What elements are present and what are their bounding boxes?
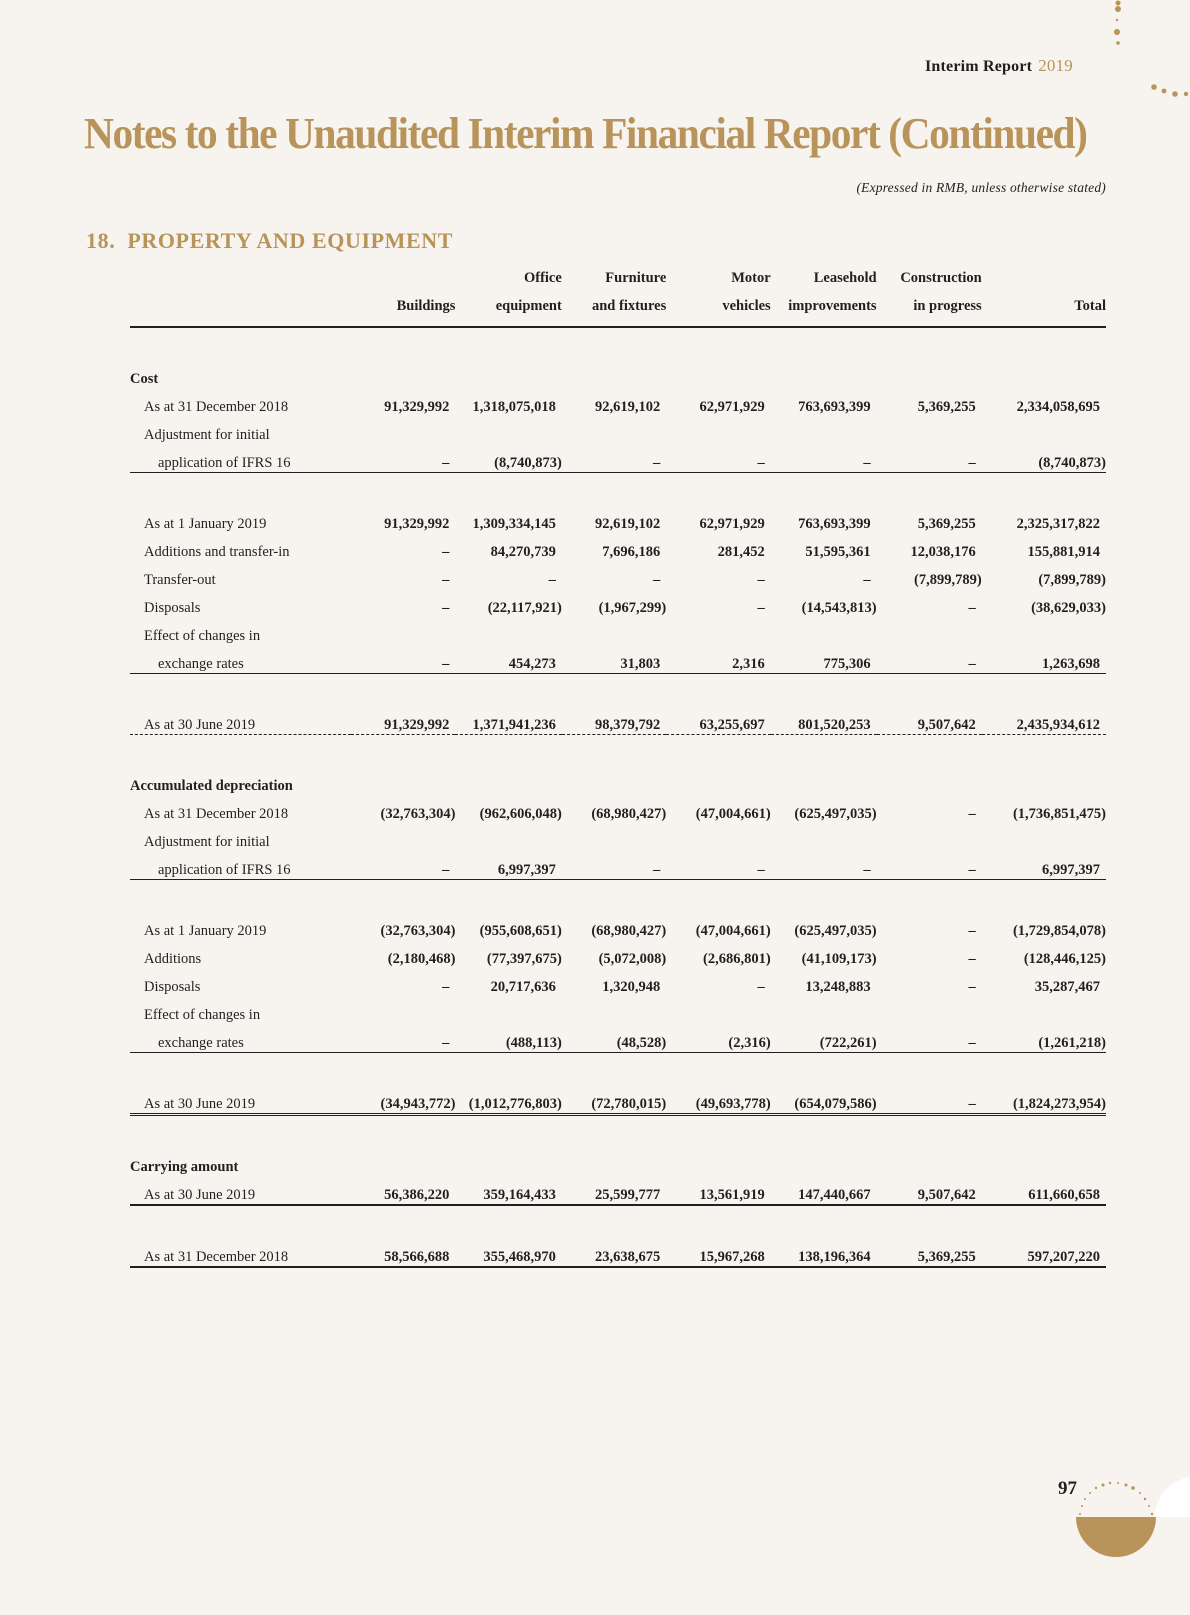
- cell: (722,261): [771, 1024, 877, 1053]
- cell: 31,803: [562, 645, 666, 674]
- cell: 98,379,792: [562, 706, 666, 735]
- cell: (14,543,813): [801, 600, 877, 616]
- cell: 25,599,777: [562, 1176, 666, 1205]
- cell: 58,566,688: [351, 1238, 455, 1267]
- cell: (68,980,427): [591, 923, 667, 939]
- table-row: [130, 645, 1106, 674]
- cell: 51,595,361: [805, 544, 871, 560]
- col-header-line1: Furniture: [605, 270, 667, 286]
- row-label: As at 30 June 2019: [130, 706, 351, 735]
- row-label: application of IFRS 16: [130, 444, 351, 473]
- row-label: As at 1 January 2019: [144, 516, 267, 532]
- col-header-office-equipment: equipment: [455, 292, 561, 327]
- cell: 15,967,268: [666, 1238, 770, 1267]
- cell: 13,248,883: [805, 979, 871, 995]
- cell: 91,329,992: [351, 706, 455, 735]
- cell: (1,729,854,078): [1012, 923, 1106, 939]
- cell: 13,561,919: [666, 1176, 770, 1205]
- table-row: [130, 444, 1106, 473]
- cell: 1,371,941,236: [455, 706, 561, 735]
- cell: 9,507,642: [877, 706, 982, 735]
- cell: (38,629,033): [1031, 600, 1106, 616]
- cell: (32,763,304): [380, 806, 456, 822]
- cell: (5,072,008): [598, 951, 667, 967]
- row-label: Adjustment for initial: [144, 834, 270, 850]
- cell: 92,619,102: [595, 516, 661, 532]
- cost-heading: Cost: [130, 371, 159, 387]
- cell: –: [771, 444, 877, 473]
- cell: –: [562, 851, 666, 880]
- cell: 91,329,992: [384, 516, 450, 532]
- report-header: [925, 56, 1073, 76]
- row-label: As at 1 January 2019: [144, 923, 267, 939]
- cell: 1,318,075,018: [472, 399, 556, 415]
- cell: –: [351, 1024, 455, 1053]
- cell: 1,309,334,145: [472, 516, 556, 532]
- cell: 454,273: [455, 645, 561, 674]
- col-header-construction: in progress: [877, 292, 982, 327]
- cell: –: [877, 444, 982, 473]
- header-row-2: [130, 292, 1106, 327]
- row-label: Effect of changes in: [144, 1007, 261, 1023]
- cell: –: [442, 600, 450, 616]
- cell: 12,038,176: [910, 544, 976, 560]
- table-row: [130, 823, 1106, 851]
- total-row: [130, 1176, 1106, 1205]
- cell: –: [968, 600, 976, 616]
- cell: 359,164,433: [455, 1176, 561, 1205]
- row-label: Additions: [144, 951, 202, 967]
- cell: (2,316): [666, 1024, 770, 1053]
- report-year: 2019: [1038, 56, 1073, 75]
- table-row: [130, 851, 1106, 880]
- total-row: [130, 1238, 1106, 1267]
- section-title: PROPERTY AND EQUIPMENT: [127, 228, 454, 253]
- cell: –: [562, 444, 666, 473]
- cell: (47,004,661): [695, 923, 771, 939]
- cell: 62,971,929: [699, 399, 765, 415]
- table-row: [130, 795, 1106, 823]
- cell: 801,520,253: [771, 706, 877, 735]
- cell: (68,980,427): [591, 806, 667, 822]
- cell: 2,316: [666, 645, 770, 674]
- cell: –: [968, 806, 976, 822]
- cell: –: [877, 1085, 982, 1115]
- cell: (1,012,776,803): [455, 1085, 561, 1115]
- cell: (7,899,789): [914, 572, 982, 588]
- table-row: [130, 912, 1106, 940]
- col-header-buildings: Buildings: [351, 292, 455, 327]
- col-header-total: Total: [982, 292, 1106, 327]
- row-label: Adjustment for initial: [144, 427, 270, 443]
- row-label: Additions and transfer-in: [144, 544, 290, 560]
- cell: –: [863, 572, 871, 588]
- section-number: 18.: [86, 228, 116, 253]
- cell: –: [877, 645, 982, 674]
- cell: 56,386,220: [351, 1176, 455, 1205]
- col-header-furniture: and fixtures: [562, 292, 666, 327]
- cell: –: [771, 851, 877, 880]
- row-label: Transfer-out: [144, 572, 216, 588]
- cell: 5,369,255: [877, 1238, 982, 1267]
- col-header-line1: [982, 264, 1106, 292]
- col-header-line1: Construction: [900, 270, 982, 286]
- cell: (22,117,921): [487, 600, 562, 616]
- cell: (41,109,173): [801, 951, 877, 967]
- table-row: [130, 996, 1106, 1024]
- cell: (1,967,299): [598, 600, 667, 616]
- row-label: exchange rates: [130, 1024, 351, 1053]
- row-label: Effect of changes in: [144, 628, 261, 644]
- row-label: application of IFRS 16: [130, 851, 351, 880]
- cell: 91,329,992: [384, 399, 450, 415]
- cell: –: [351, 645, 455, 674]
- cell: 2,435,934,612: [982, 706, 1106, 735]
- col-header-line1: [351, 264, 455, 292]
- cell: –: [442, 979, 450, 995]
- row-label: Disposals: [144, 600, 201, 616]
- cell: 20,717,636: [490, 979, 556, 995]
- cell: 1,263,698: [982, 645, 1106, 674]
- cell: (2,180,468): [387, 951, 456, 967]
- cell: –: [757, 600, 765, 616]
- cell: (955,608,651): [479, 923, 562, 939]
- cell: –: [666, 444, 770, 473]
- col-header-leasehold: improvements: [771, 292, 877, 327]
- row-label: As at 30 June 2019: [130, 1085, 351, 1115]
- cell: 5,369,255: [917, 399, 976, 415]
- subtotal-row: [130, 1085, 1106, 1115]
- section-heading: [86, 228, 453, 254]
- cell: 281,452: [717, 544, 765, 560]
- cell: 355,468,970: [455, 1238, 561, 1267]
- cell: 763,693,399: [798, 399, 871, 415]
- cell: (7,899,789): [1038, 572, 1106, 588]
- row-label: Disposals: [144, 979, 201, 995]
- cell: –: [442, 544, 450, 560]
- cell: (1,736,851,475): [1012, 806, 1106, 822]
- cell: –: [968, 923, 976, 939]
- cell: (128,446,125): [1023, 951, 1106, 967]
- cell: (72,780,015): [562, 1085, 666, 1115]
- cell: –: [442, 572, 450, 588]
- cell: –: [757, 979, 765, 995]
- cell: (48,528): [562, 1024, 666, 1053]
- row-label: As at 31 December 2018: [130, 1238, 351, 1267]
- table-row: [130, 388, 1106, 416]
- table-row: [130, 617, 1106, 645]
- depreciation-heading: Accumulated depreciation: [130, 778, 293, 794]
- cell: –: [351, 444, 455, 473]
- subtotal-row: [130, 706, 1106, 735]
- cell: 23,638,675: [562, 1238, 666, 1267]
- cell: –: [877, 1024, 982, 1053]
- cell: 5,369,255: [917, 516, 976, 532]
- cell: 63,255,697: [666, 706, 770, 735]
- cell: –: [968, 979, 976, 995]
- cell: (34,943,772): [351, 1085, 455, 1115]
- cell: (962,606,048): [479, 806, 562, 822]
- cell: –: [968, 951, 976, 967]
- col-header-line1: Leasehold: [813, 270, 877, 286]
- cell: 147,440,667: [771, 1176, 877, 1205]
- report-name: Interim Report: [924, 58, 1033, 75]
- cell: 9,507,642: [877, 1176, 982, 1205]
- decorative-half-circle-icon: [1060, 1470, 1190, 1590]
- cell: 2,325,317,822: [1016, 516, 1100, 532]
- cell: 7,696,186: [602, 544, 661, 560]
- cell: (47,004,661): [695, 806, 771, 822]
- cell: (625,497,035): [794, 806, 877, 822]
- page-title: Notes to the Unaudited Interim Financial Report (Continued): [84, 109, 1087, 158]
- cell: –: [666, 851, 770, 880]
- table-row: [130, 1024, 1106, 1053]
- cell: –: [653, 572, 661, 588]
- col-header-line1: Office: [523, 270, 562, 286]
- cell: –: [757, 572, 765, 588]
- header-row-1: [130, 264, 1106, 292]
- cell: 138,196,364: [771, 1238, 877, 1267]
- col-header-line1: Motor: [731, 270, 771, 286]
- row-label: As at 31 December 2018: [144, 399, 289, 415]
- cell: 2,334,058,695: [1016, 399, 1100, 415]
- cell: –: [877, 851, 982, 880]
- cell: (625,497,035): [794, 923, 877, 939]
- table-row: [130, 416, 1106, 444]
- cell: 763,693,399: [798, 516, 871, 532]
- cell: –: [351, 851, 455, 880]
- table-row: [130, 561, 1106, 589]
- table-row: [130, 533, 1106, 561]
- row-label: exchange rates: [130, 645, 351, 674]
- page-number: 97: [1058, 1478, 1077, 1499]
- carrying-amount-heading: Carrying amount: [130, 1159, 239, 1175]
- section-heading-row: [130, 767, 1106, 795]
- table-row: [130, 940, 1106, 968]
- col-header-motor-vehicles: vehicles: [666, 292, 770, 327]
- property-equipment-table: [130, 264, 1106, 1268]
- cell: 611,660,658: [982, 1176, 1106, 1205]
- table-row: [130, 505, 1106, 533]
- cell: 92,619,102: [595, 399, 661, 415]
- section-heading-row: [130, 1148, 1106, 1176]
- cell: 597,207,220: [982, 1238, 1106, 1267]
- section-heading-row: [130, 360, 1106, 388]
- cell: (2,686,801): [703, 951, 771, 967]
- cell: (654,079,586): [771, 1085, 877, 1115]
- decorative-dots-top-icon: [1040, 0, 1190, 110]
- table-row: [130, 589, 1106, 617]
- cell: 62,971,929: [699, 516, 765, 532]
- row-label: As at 30 June 2019: [130, 1176, 351, 1205]
- cell: (488,113): [455, 1024, 561, 1053]
- cell: 775,306: [771, 645, 877, 674]
- cell: (8,740,873): [455, 444, 561, 473]
- row-label: As at 31 December 2018: [144, 806, 289, 822]
- cell: (32,763,304): [380, 923, 456, 939]
- cell: (1,261,218): [982, 1024, 1106, 1053]
- cell: (77,397,675): [486, 951, 562, 967]
- cell: (1,824,273,954): [982, 1085, 1106, 1115]
- cell: 6,997,397: [982, 851, 1106, 880]
- cell: –: [548, 572, 556, 588]
- cell: 1,320,948: [602, 979, 661, 995]
- currency-note: (Expressed in RMB, unless otherwise stated): [856, 180, 1106, 195]
- cell: 35,287,467: [1034, 979, 1100, 995]
- cell: 84,270,739: [490, 544, 556, 560]
- table-row: [130, 968, 1106, 996]
- cell: 155,881,914: [1027, 544, 1100, 560]
- cell: (49,693,778): [666, 1085, 770, 1115]
- cell: (8,740,873): [982, 444, 1106, 473]
- cell: 6,997,397: [455, 851, 561, 880]
